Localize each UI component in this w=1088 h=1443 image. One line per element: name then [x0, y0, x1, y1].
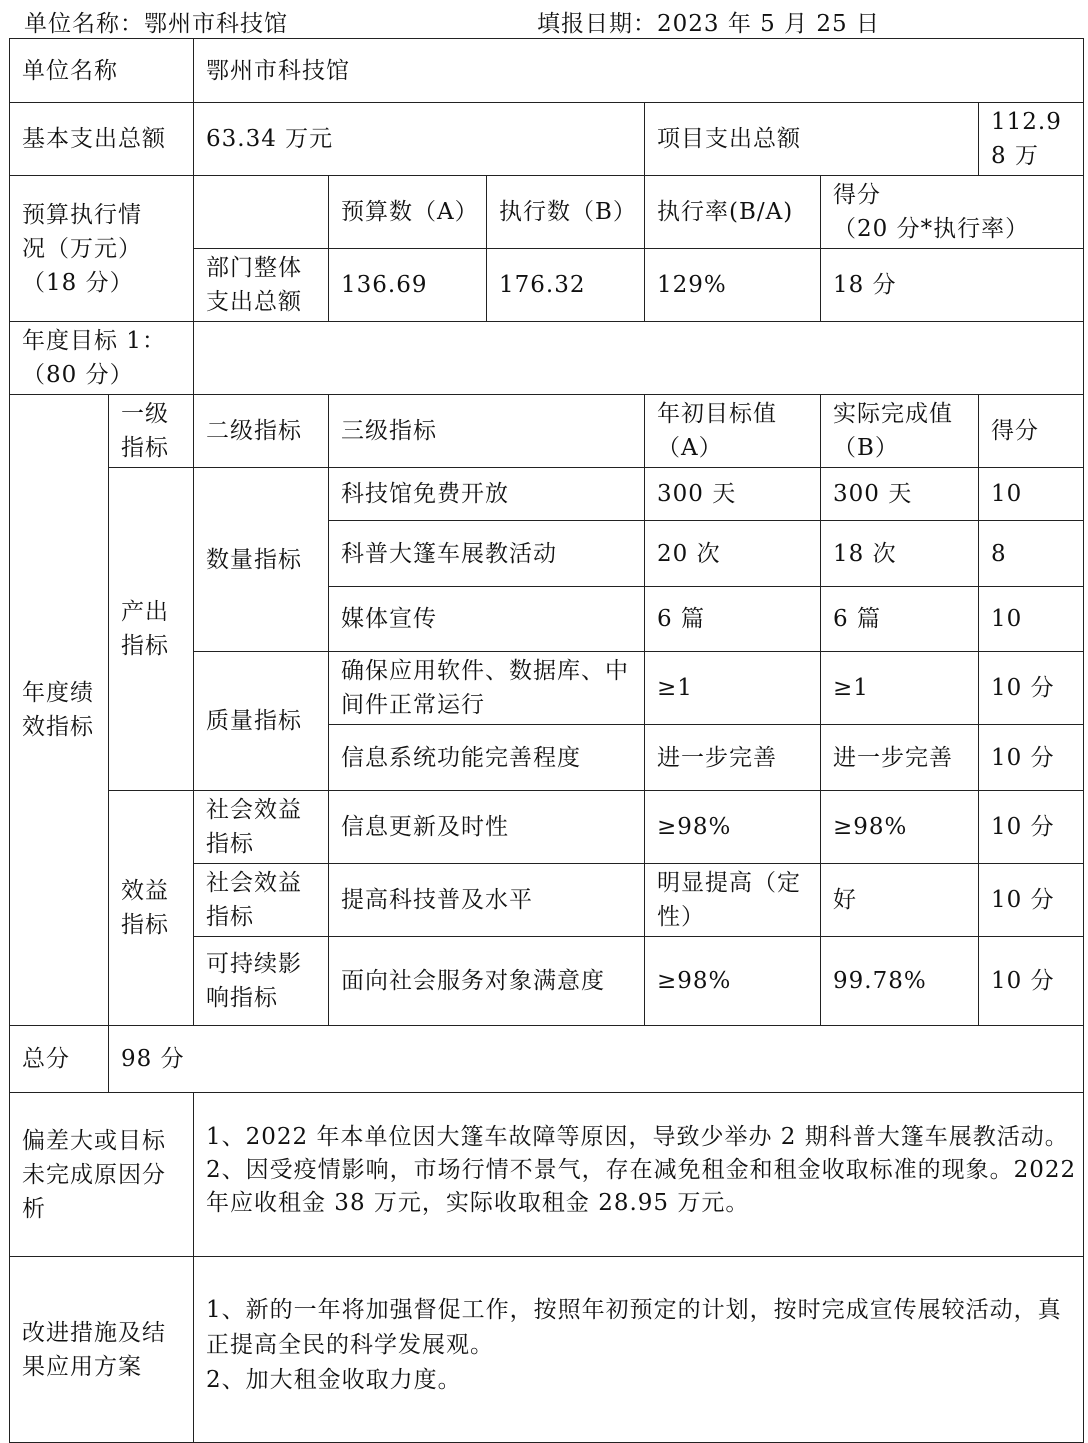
- col-target-line1: 年初目标值: [657, 401, 777, 427]
- col-score-line1: 得分: [833, 182, 881, 208]
- col-actual: [821, 395, 979, 468]
- actual-cell: ≥1: [821, 652, 979, 725]
- header-date: 填报日期：2023 年 5 月 25 日: [537, 11, 880, 37]
- level3-cell: 信息系统功能完善程度: [329, 725, 645, 791]
- col-score-line2: （20 分*执行率）: [833, 216, 1030, 242]
- deviation-row: [10, 1093, 1084, 1257]
- target-cell: 6 篇: [645, 587, 821, 652]
- quantity-label: 数量指标: [194, 468, 329, 652]
- budget-label-line2: 况（万元）: [22, 235, 142, 262]
- output-label: 产出指标: [109, 468, 194, 791]
- col-indicator-score: 得分: [979, 395, 1084, 468]
- total-value: 98 分: [109, 1026, 1084, 1093]
- project-expense-label: 项目支出总额: [645, 103, 979, 176]
- header-unit: 单位名称：鄂州市科技馆: [24, 11, 288, 37]
- actual-cell: 进一步完善: [821, 725, 979, 791]
- basic-expense-value: 63.34 万元: [194, 103, 645, 176]
- score-cell: 10 分: [979, 725, 1084, 791]
- total-row: [10, 1026, 1084, 1093]
- col-score: [821, 176, 1084, 249]
- improvement-text: [194, 1257, 1084, 1443]
- actual-cell: 6 篇: [821, 587, 979, 652]
- goal-label-line1: 年度目标 1：: [22, 328, 166, 354]
- unit-row: [10, 39, 1084, 103]
- score-cell: 10 分: [979, 937, 1084, 1026]
- score-cell: 10: [979, 587, 1084, 652]
- budget-header-row: [10, 176, 1084, 249]
- level3-cell: 媒体宣传: [329, 587, 645, 652]
- project-expense-value: 112.98 万: [979, 103, 1084, 176]
- goal-label-line2: （80 分）: [22, 362, 134, 388]
- total-label: 总分: [10, 1026, 109, 1093]
- exec-value: 176.32: [487, 249, 645, 322]
- col-exec: 执行数（B）: [487, 176, 645, 249]
- actual-cell: 18 次: [821, 521, 979, 587]
- improvement-line1: 1、新的一年将加强督促工作，按照年初预定的计划，按时完成宣传展较活动，真正提高全民的科学发展观。: [206, 1297, 1062, 1358]
- budget-value: 136.69: [329, 249, 487, 322]
- score-cell: 10 分: [979, 864, 1084, 937]
- form-header: [0, 0, 1088, 38]
- section-label: 年度绩效指标: [10, 395, 109, 1026]
- budget-label: [10, 176, 194, 322]
- score-cell: 8: [979, 521, 1084, 587]
- performance-table: [9, 38, 1084, 1443]
- level3-cell: 面向社会服务对象满意度: [329, 937, 645, 1026]
- level3-cell: 提高科技普及水平: [329, 864, 645, 937]
- level2-cell: 社会效益指标: [194, 864, 329, 937]
- col-target: [645, 395, 821, 468]
- deviation-line2: 2、因受疫情影响，市场行情不景气，存在减免租金和租金收取标准的现象。2022 年应收租金 38 万元，实际收取租金 28.95 万元。: [206, 1157, 1077, 1216]
- basic-expense-label: 基本支出总额: [10, 103, 194, 176]
- score-cell: 10 分: [979, 791, 1084, 864]
- col-level1: 一级指标: [109, 395, 194, 468]
- unit-value: 鄂州市科技馆: [194, 39, 1084, 103]
- score-cell: 10 分: [979, 652, 1084, 725]
- col-actual-line1: 实际完成值: [833, 401, 953, 427]
- goal-value: [194, 322, 1084, 395]
- level3-cell: 信息更新及时性: [329, 791, 645, 864]
- indicator-header-row: [10, 395, 1084, 468]
- level2-cell: 可持续影响指标: [194, 937, 329, 1026]
- level3-cell: 科普大篷车展教活动: [329, 521, 645, 587]
- target-cell: 明显提高（定性）: [645, 864, 821, 937]
- actual-cell: ≥98%: [821, 791, 979, 864]
- col-budget: 预算数（A）: [329, 176, 487, 249]
- budget-label-line1: 预算执行情: [22, 201, 142, 228]
- budget-empty-cell: [194, 176, 329, 249]
- target-cell: ≥98%: [645, 791, 821, 864]
- target-cell: 进一步完善: [645, 725, 821, 791]
- deviation-label: 偏差大或目标未完成原因分析: [10, 1093, 194, 1257]
- rate-value: 129%: [645, 249, 821, 322]
- target-cell: ≥1: [645, 652, 821, 725]
- budget-label-line3: （18 分）: [22, 269, 134, 296]
- goal-row: [10, 322, 1084, 395]
- level2-cell: 社会效益指标: [194, 791, 329, 864]
- target-cell: 300 天: [645, 468, 821, 521]
- col-actual-line2: （B）: [833, 435, 899, 461]
- improvement-row: [10, 1257, 1084, 1443]
- deviation-text: [194, 1093, 1084, 1257]
- score-cell: 10: [979, 468, 1084, 521]
- col-rate: 执行率(B/A): [645, 176, 821, 249]
- unit-label: 单位名称: [10, 39, 194, 103]
- benefit-label: 效益指标: [109, 791, 194, 1026]
- goal-label: [10, 322, 194, 395]
- col-level2: 二级指标: [194, 395, 329, 468]
- col-level3: 三级指标: [329, 395, 645, 468]
- deviation-line1: 1、2022 年本单位因大篷车故障等原因，导致少举办 2 期科普大篷车展教活动。: [206, 1124, 1069, 1150]
- table-row: [10, 468, 1084, 521]
- actual-cell: 300 天: [821, 468, 979, 521]
- actual-cell: 好: [821, 864, 979, 937]
- improvement-label: 改进措施及结果应用方案: [10, 1257, 194, 1443]
- score-value: 18 分: [821, 249, 1084, 322]
- expense-row: [10, 103, 1084, 176]
- level3-cell: 科技馆免费开放: [329, 468, 645, 521]
- quality-label: 质量指标: [194, 652, 329, 791]
- level3-cell: 确保应用软件、数据库、中间件正常运行: [329, 652, 645, 725]
- improvement-line2: 2、加大租金收取力度。: [206, 1367, 462, 1393]
- table-row: [10, 791, 1084, 864]
- col-target-line2: （A）: [657, 435, 723, 461]
- target-cell: ≥98%: [645, 937, 821, 1026]
- budget-row-label: 部门整体支出总额: [194, 249, 329, 322]
- actual-cell: 99.78%: [821, 937, 979, 1026]
- target-cell: 20 次: [645, 521, 821, 587]
